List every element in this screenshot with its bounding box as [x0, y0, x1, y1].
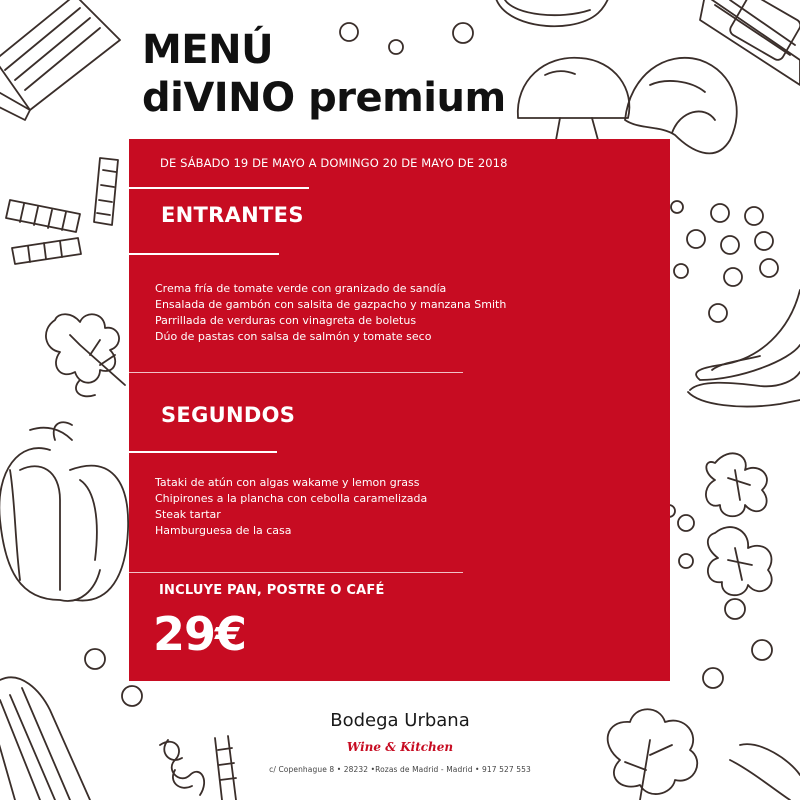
penne-pasta-icon: [6, 158, 118, 264]
list-item: Dúo de pastas con salsa de salmón y tomate seco: [155, 330, 432, 343]
cutting-board-icon: [700, 0, 800, 85]
list-item: Hamburguesa de la casa: [155, 524, 292, 537]
bell-pepper-icon: [0, 422, 128, 601]
brand-tagline: Wine & Kitchen: [346, 740, 454, 754]
list-item: Chipirones a la plancha con cebolla caramelizada: [155, 492, 428, 505]
vegetable-sketch-icon: [495, 0, 610, 26]
menu-dates: DE SÁBADO 19 DE MAYO A DOMINGO 20 DE MAYO DE 2018: [160, 156, 508, 170]
divider: [129, 572, 463, 573]
brand-address: c/ Copenhague 8 • 28232 •Rozas de Madrid - Madrid • 917 527 553: [269, 765, 531, 774]
menu-includes: INCLUYE PAN, POSTRE O CAFÉ: [159, 583, 385, 598]
divider: [129, 253, 279, 255]
menu-title: [142, 26, 506, 122]
list-item: Ensalada de gambón con salsita de gazpacho y manzana Smith: [155, 298, 507, 311]
brand-name: Bodega Urbana: [330, 710, 470, 731]
fork-icon: [0, 677, 90, 800]
parsley-icon: [46, 314, 125, 396]
section-title-segundos: SEGUNDOS: [161, 403, 296, 427]
segundos-list: [155, 475, 427, 539]
menu-title-line-2: diVINO premium: [142, 75, 506, 121]
list-item: Parrillada de verduras con vinagreta de boletus: [155, 314, 417, 327]
entrantes-list: [155, 281, 506, 345]
cutting-board-icon: [0, 0, 120, 120]
farfalle-pasta-icon: [706, 453, 772, 595]
menu-panel: [129, 139, 670, 681]
divider: [129, 372, 463, 373]
menu-title-line-1: MENÚ: [142, 27, 274, 73]
list-item: Steak tartar: [155, 508, 221, 521]
list-item: Tataki de atún con algas wakame y lemon grass: [155, 476, 420, 489]
menu-price: 29€: [153, 607, 247, 661]
divider: [129, 187, 309, 189]
divider: [129, 451, 277, 453]
list-item: Crema fría de tomate verde con granizado de sandía: [155, 282, 447, 295]
chili-pepper-icon: [688, 290, 800, 407]
section-title-entrantes: ENTRANTES: [161, 203, 304, 227]
